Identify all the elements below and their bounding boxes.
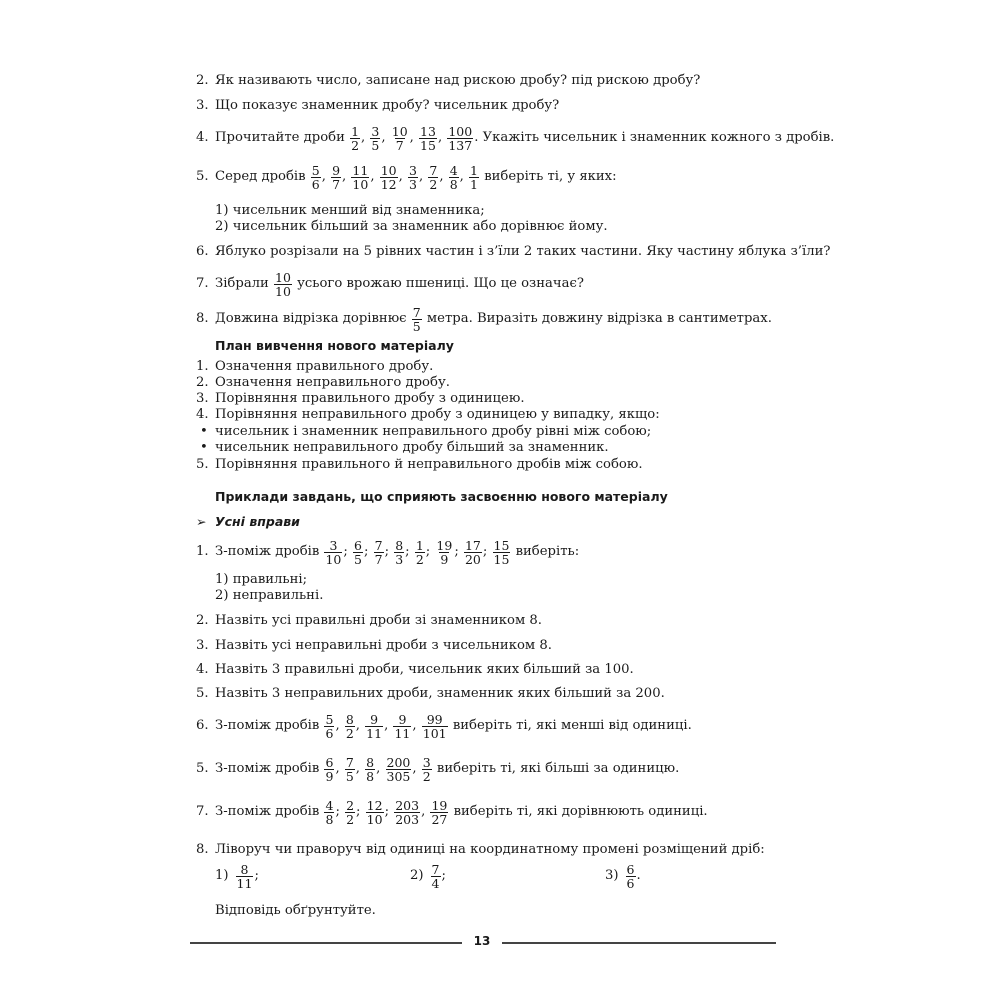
item-s7-fraction (324, 799, 334, 826)
answer-option-s8b (410, 862, 446, 891)
item-text-segment: , (437, 130, 447, 145)
item-number: 6. (196, 244, 209, 259)
item-number: 4. (196, 130, 209, 145)
item-number: 5. (196, 457, 209, 472)
item-number: 3. (196, 391, 209, 406)
denominator: 8 (325, 811, 334, 827)
item-s1-fraction (353, 539, 363, 566)
option-label: 2) (410, 868, 424, 883)
denominator: 8 (449, 176, 458, 192)
item-text-segment: З-поміж дробів (215, 804, 324, 819)
item-text-p2: Означення неправильного дробу. (215, 375, 450, 390)
item-number: 6. (196, 718, 209, 733)
item-text-b1: чисельник і знаменник неправильного дробу рівні між собою; (215, 424, 652, 439)
item-text-segment: ; (425, 544, 435, 559)
item-text-segment: , (335, 718, 344, 733)
item-text-segment: виберіть ті, які більші за одиницю. (432, 761, 680, 776)
item-text-q6: Яблуко розрізали на 5 рівних частин і з’їли 2 таких частини. Яку частину яблука з’їли? (215, 244, 831, 259)
option-fraction (431, 863, 441, 890)
numerator: 13 (420, 123, 436, 139)
item-text-segment: . Укажіть чисельник і знаменник кожного з дробів. (474, 130, 835, 145)
item-s6-fraction (345, 713, 355, 740)
denominator: 5 (412, 318, 421, 334)
item-text-segment: , (459, 169, 469, 184)
denominator: 11 (394, 725, 411, 741)
item-text-segment: , (439, 169, 448, 184)
item-s5b-fraction (324, 756, 334, 783)
item-q8 (215, 305, 772, 334)
item-text-s1b: 2) неправильні. (215, 588, 324, 603)
numerator: 6 (354, 537, 362, 553)
item-number: 8. (196, 842, 209, 857)
item-q5-fraction (331, 164, 341, 191)
item-s1-fraction (435, 539, 453, 566)
item-s5b-fraction (365, 756, 375, 783)
option-label: 3) (605, 868, 619, 883)
item-s7-fraction (430, 799, 448, 826)
item-s6-fraction (365, 713, 383, 740)
option-end: ; (441, 868, 446, 883)
denominator: 10 (275, 283, 291, 299)
item-text-segment: , (321, 169, 331, 184)
item-text-segment: ; (343, 544, 353, 559)
numerator: 5 (311, 162, 320, 178)
numerator: 19 (431, 797, 448, 813)
item-q7-fraction (274, 271, 292, 298)
item-number: 3. (196, 98, 209, 113)
numerator: 15 (493, 537, 510, 553)
item-s7-fraction (366, 799, 384, 826)
numerator: 10 (391, 123, 408, 139)
item-text-segment: ; (363, 544, 373, 559)
heading-marker-icon: ➢ (196, 514, 207, 529)
item-s7 (215, 798, 708, 827)
denominator: 1 (470, 176, 478, 192)
item-number: 5. (196, 169, 209, 184)
item-q5-fraction (380, 164, 398, 191)
item-text-segment: , (418, 169, 428, 184)
numerator: 1 (351, 123, 360, 139)
item-s6 (215, 712, 692, 741)
item-number: 5. (196, 761, 209, 776)
denominator: 11 (366, 725, 383, 741)
item-text-segment: ; (335, 804, 345, 819)
option-label: 1) (215, 868, 229, 883)
numerator: 9 (332, 162, 341, 178)
denominator: 2 (351, 137, 360, 153)
item-q4-fraction (419, 125, 437, 152)
item-text-segment: ; (482, 544, 492, 559)
denominator: 5 (345, 768, 354, 784)
numerator: 6 (325, 754, 334, 770)
item-text-segment: виберіть ті, у яких: (480, 169, 617, 184)
denominator: 2 (415, 551, 424, 567)
denominator: 101 (422, 725, 447, 741)
item-number: 2. (196, 375, 209, 390)
item-text-segment: , (421, 804, 430, 819)
denominator: 3 (395, 551, 404, 567)
item-text-segment: , (381, 130, 390, 145)
numerator: 3 (329, 537, 338, 553)
item-text-p3: Порівняння правильного дробу з одиницею. (215, 391, 525, 406)
item-s7-fraction (345, 799, 355, 826)
numerator: 8 (395, 537, 404, 553)
numerator: 8 (366, 754, 375, 770)
item-text-segment: ; (356, 804, 365, 819)
denominator: 6 (626, 875, 635, 891)
denominator: 9 (325, 768, 334, 784)
numerator: 203 (395, 797, 420, 813)
item-number: 5. (196, 686, 209, 701)
numerator: 4 (449, 162, 458, 178)
item-number: 7. (196, 276, 209, 291)
item-s6-fraction (393, 713, 411, 740)
item-number: 2. (196, 73, 209, 88)
item-text-p5: Порівняння правильного й неправильного дробів між собою. (215, 457, 643, 472)
numerator: 19 (436, 537, 453, 553)
item-text-segment: , (355, 761, 365, 776)
item-s5b-fraction (422, 756, 432, 783)
option-fraction (626, 863, 636, 890)
footer-rule-right (502, 942, 776, 944)
item-text-segment: , (376, 761, 385, 776)
denominator: 305 (386, 768, 411, 784)
option-end: . (636, 868, 641, 883)
denominator: 2 (345, 725, 354, 741)
denominator: 5 (371, 137, 380, 153)
item-text-segment: , (409, 130, 419, 145)
item-q5-fraction (428, 164, 438, 191)
item-text-segment: Довжина відрізка дорівнює (215, 311, 411, 326)
answer-option-s8c (605, 862, 641, 891)
denominator: 2 (346, 811, 355, 827)
item-text-segment: З-поміж дробів (215, 761, 324, 776)
sub-item-q5a: 1) чисельник менший від знаменника; (215, 203, 485, 218)
item-text-s3: Назвіть усі неправильні дроби з чисельником 8. (215, 638, 552, 653)
item-text-segment: Прочитайте дроби (215, 130, 350, 145)
item-q5-fraction (351, 164, 369, 191)
item-text-s5: Назвіть 3 неправильних дроби, знаменник яких більший за 200. (215, 686, 665, 701)
item-text-segment: ; (405, 544, 414, 559)
item-q4-fraction (370, 125, 380, 152)
item-text-b2: чисельник неправильного дробу більший за знаменник. (215, 440, 609, 455)
numerator: 12 (366, 797, 383, 813)
numerator: 1 (470, 162, 478, 178)
denominator: 203 (395, 811, 420, 827)
item-text-q2: Як називають число, записане над рискою дробу? під рискою дробу? (215, 73, 701, 88)
numerator: 3 (422, 754, 431, 770)
numerator: 7 (345, 754, 354, 770)
numerator: 7 (431, 861, 440, 877)
denominator: 7 (374, 551, 383, 567)
item-text-q3: Що показує знаменник дробу? чисельник дробу? (215, 98, 560, 113)
item-q5-fraction (311, 164, 321, 191)
item-text-segment: ; (384, 804, 394, 819)
item-s1-fraction (324, 539, 342, 566)
denominator: 4 (431, 875, 440, 891)
item-text-p4: Порівняння неправильного дробу з одиницею у випадку, якщо: (215, 407, 660, 422)
numerator: 7 (374, 537, 383, 553)
denominator: 15 (420, 137, 436, 153)
item-text-s8end: Відповідь обґрунтуйте. (215, 903, 376, 918)
item-text-segment: , (412, 761, 421, 776)
page-number: 13 (473, 934, 491, 948)
item-s6-fraction (324, 713, 334, 740)
item-s5b-fraction (345, 756, 355, 783)
item-q5 (215, 163, 617, 192)
item-s1-fraction (374, 539, 384, 566)
numerator: 3 (409, 162, 417, 178)
denominator: 137 (448, 137, 473, 153)
item-text-segment: ; (384, 544, 394, 559)
denominator: 12 (380, 176, 397, 192)
item-text-segment: , (361, 130, 370, 145)
item-number: 7. (196, 804, 209, 819)
option-fraction (236, 863, 254, 890)
denominator: 6 (311, 176, 320, 192)
item-s5b (215, 755, 679, 784)
item-text-segment: усього врожаю пшениці. Що це означає? (292, 276, 584, 291)
item-text-segment: виберіть ті, які дорівнюють одиниці. (449, 804, 708, 819)
denominator: 10 (366, 811, 383, 827)
item-q5-fraction (408, 164, 418, 191)
item-text-segment: , (412, 718, 421, 733)
numerator: 9 (370, 711, 379, 727)
item-text-s4: Назвіть 3 правильні дроби, чисельник яких більший за 100. (215, 662, 634, 677)
item-q4-fraction (391, 125, 409, 152)
footer-rule-left (190, 942, 462, 944)
item-text-segment: , (355, 718, 365, 733)
item-number: 4. (196, 407, 209, 422)
item-q8-fraction (412, 306, 422, 333)
sub-item-q5b: 2) чисельник більший за знаменник або дорівнює йому. (215, 219, 608, 234)
numerator: 10 (275, 269, 291, 285)
item-q5-fraction (449, 164, 459, 191)
item-s6-fraction (422, 713, 448, 740)
item-number: 4. (196, 662, 209, 677)
heading-plan: План вивчення нового матеріалу (215, 338, 454, 353)
item-number: 2. (196, 613, 209, 628)
numerator: 7 (429, 162, 438, 178)
item-s1 (215, 538, 579, 567)
item-text-segment: , (370, 169, 379, 184)
denominator: 15 (493, 551, 510, 567)
numerator: 100 (448, 123, 473, 139)
item-q4-fraction (447, 125, 473, 152)
denominator: 10 (352, 176, 369, 192)
item-text-s2: Назвіть усі правильні дроби зі знаменником 8. (215, 613, 542, 628)
item-s5b-fraction (386, 756, 412, 783)
numerator: 4 (325, 797, 334, 813)
item-q5-fraction (469, 164, 479, 191)
denominator: 3 (409, 176, 417, 192)
denominator: 7 (332, 176, 341, 192)
item-q4-fraction (350, 125, 360, 152)
item-text-s8: Ліворуч чи праворуч від одиниці на координатному промені розміщений дріб: (215, 842, 765, 857)
numerator: 11 (352, 162, 369, 178)
item-text-segment: , (335, 761, 344, 776)
denominator: 11 (236, 875, 253, 891)
numerator: 7 (412, 304, 421, 320)
numerator: 8 (345, 711, 354, 727)
item-s1-fraction (415, 539, 425, 566)
item-text-segment: , (342, 169, 351, 184)
denominator: 10 (325, 551, 342, 567)
item-number: • (200, 424, 208, 439)
denominator: 5 (354, 551, 362, 567)
item-number: 3. (196, 638, 209, 653)
numerator: 2 (346, 797, 355, 813)
numerator: 1 (415, 537, 424, 553)
denominator: 27 (431, 811, 448, 827)
numerator: 17 (464, 537, 481, 553)
item-text-p1: Означення правильного дробу. (215, 359, 434, 374)
numerator: 10 (380, 162, 397, 178)
item-s7-fraction (394, 799, 420, 826)
item-q4 (215, 124, 834, 153)
item-number: • (200, 440, 208, 455)
numerator: 8 (240, 861, 249, 877)
item-text-segment: З-поміж дробів (215, 544, 324, 559)
denominator: 20 (464, 551, 481, 567)
item-text-segment: виберіть ті, які менші від одиниці. (448, 718, 692, 733)
answer-option-s8a (215, 862, 259, 891)
numerator: 200 (386, 754, 411, 770)
item-text-segment: З-поміж дробів (215, 718, 324, 733)
denominator: 6 (325, 725, 334, 741)
item-text-segment: ; (454, 544, 463, 559)
item-text-segment: Зібрали (215, 276, 274, 291)
item-s1-fraction (464, 539, 482, 566)
item-text-segment: виберіть: (511, 544, 580, 559)
heading-oral: Усні вправи (215, 514, 300, 529)
item-s1-fraction (493, 539, 511, 566)
option-end: ; (254, 868, 259, 883)
numerator: 6 (626, 861, 635, 877)
item-number: 8. (196, 311, 209, 326)
numerator: 5 (325, 711, 334, 727)
denominator: 2 (422, 768, 431, 784)
denominator: 7 (395, 137, 404, 153)
item-text-s1a: 1) правильні; (215, 572, 308, 587)
item-text-segment: Серед дробів (215, 169, 310, 184)
item-text-segment: , (398, 169, 408, 184)
item-number: 1. (196, 544, 209, 559)
item-s1-fraction (394, 539, 404, 566)
denominator: 9 (440, 551, 449, 567)
item-q7 (215, 270, 584, 299)
item-number: 1. (196, 359, 209, 374)
item-text-segment: , (384, 718, 393, 733)
item-text-segment: метра. Виразіть довжину відрізка в сантиметрах. (422, 311, 772, 326)
numerator: 9 (398, 711, 407, 727)
denominator: 2 (429, 176, 438, 192)
numerator: 3 (371, 123, 380, 139)
heading-examples: Приклади завдань, що сприяють засвоєнню нового матеріалу (215, 489, 668, 504)
denominator: 8 (366, 768, 375, 784)
numerator: 99 (426, 711, 443, 727)
